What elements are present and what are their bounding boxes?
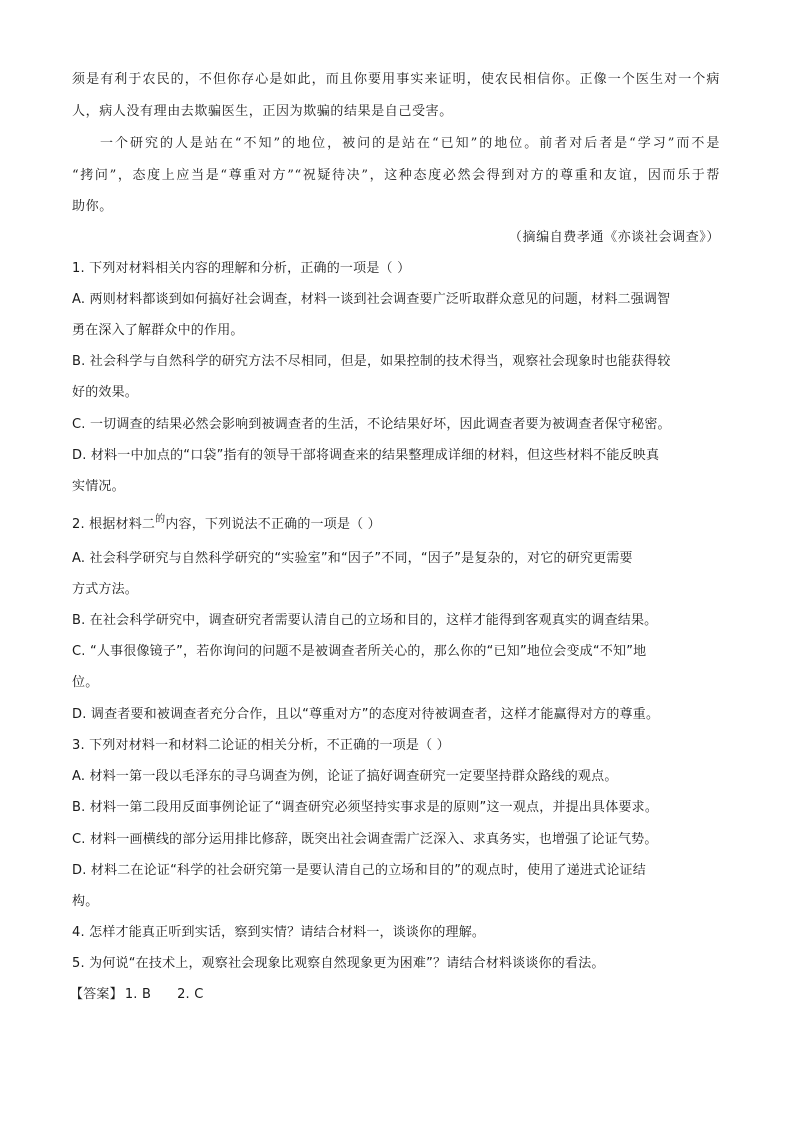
material-line-5: 助你。 — [72, 199, 113, 214]
q3-option-d-line2: 构。 — [72, 894, 99, 909]
q5-stem: 5. 为何说“在技术上，观察社会现象比观察自然现象更为困难”？请结合材料谈谈你的看法。 — [72, 956, 605, 971]
q2-stem-suffix: 内容，下列说法不正确的一项是（ ） — [165, 517, 381, 532]
q2-option-b-line1: B. 在社会科学研究中，调查研究者需要认清自己的立场和目的，这样才能得到客观真实的调查结果。 — [72, 613, 658, 628]
q2-option-d-line1: D. 调查者要和被调查者充分合作，且以“尊重对方”的态度对待被调查者，这样才能赢得对方的尊重。 — [72, 707, 660, 722]
q1-option-d-line2: 实情况。 — [72, 479, 125, 494]
q3-option-b-line1: B. 材料一第二段用反面事例论证了“调查研究必须坚持实事求是的原则”这一观点，并提出具体要求。 — [72, 800, 659, 815]
q2-option-c-line2: 位。 — [72, 675, 99, 690]
q1-option-a-line2: 勇在深入了解群众中的作用。 — [72, 323, 244, 338]
material-line-2: 人，病人没有理由去欺骗医生，正因为欺骗的结果是自己受害。 — [72, 104, 453, 119]
q1-stem: 1. 下列对材料相关内容的理解和分析，正确的一项是（ ） — [72, 261, 411, 276]
answer-1: 1. B — [124, 987, 152, 1002]
answer-label: 【答案】 — [70, 987, 123, 1002]
q1-option-a-line1: A. 两则材料都谈到如何搞好社会调查，材料一谈到社会调查要广泛听取群众意见的问题，材料二强调智 — [72, 292, 671, 307]
q2-stem-prefix: 2. 根据材料二 — [72, 517, 156, 532]
q2-option-a-line2: 方式方法。 — [72, 582, 139, 597]
material-line-4: “拷问”，态度上应当是“尊重对方”“祝疑待决”，这种态度必然会得到对方的尊重和友谊，因而乐于帮 — [72, 168, 720, 183]
answer-line — [70, 983, 204, 1002]
q3-option-d-line1: D. 材料二在论证“科学的社会研究第一是要认清自己的立场和目的”的观点时，使用了递进式论证结 — [72, 863, 646, 878]
answer-2: 2. C — [177, 987, 204, 1002]
q1-option-b-line2: 好的效果。 — [72, 385, 139, 400]
q2-option-c-line1: C. “人事很像镜子”，若你询问的问题不是被调查者所关心的，那么你的“已知”地位会变成“不知”地 — [72, 644, 647, 659]
material-line-3: 一个研究的人是站在“不知”的地位，被问的是站在“已知”的地位。前者对后者是“学习”而不是 — [100, 136, 720, 151]
q2-option-a-line1: A. 社会科学研究与自然科学研究的“实验室”和“因子”不同，“因子”是复杂的，对它的研究更需要 — [72, 551, 633, 566]
q3-option-a-line1: A. 材料一第一段以毛泽东的寻乌调查为例，论证了搞好调查研究一定要坚持群众路线的观点。 — [72, 769, 618, 784]
q1-option-b-line1: B. 社会科学与自然科学的研究方法不尽相同，但是，如果控制的技术得当，观察社会现象时也能获得较 — [72, 354, 671, 369]
material-source: （摘编自费孝通《亦谈社会调查》） — [508, 230, 720, 245]
q2-stem — [72, 513, 381, 532]
q3-stem: 3. 下列对材料一和材料二论证的相关分析，不正确的一项是（ ） — [72, 738, 450, 753]
q1-option-d-line1: D. 材料一中加点的“口袋”指有的领导干部将调查来的结果整理成详细的材料，但这些材料不能反映真 — [72, 448, 660, 463]
q4-stem: 4. 怎样才能真正听到实话，察到实情？请结合材料一，谈谈你的理解。 — [72, 925, 486, 940]
q2-stem-sup: 的 — [155, 514, 166, 525]
q1-option-c-line1: C. 一切调查的结果必然会影响到被调查者的生活，不论结果好坏，因此调查者要为被调查者保守秘密。 — [72, 417, 671, 432]
material-line-1: 须是有利于农民的，不但你存心是如此，而且你要用事实来证明，使农民相信你。正像一个医生对一个病 — [72, 72, 720, 87]
q3-option-c-line1: C. 材料一画横线的部分运用排比修辞，既突出社会调查需广泛深入、求真务实，也增强了论证气势。 — [72, 832, 658, 847]
